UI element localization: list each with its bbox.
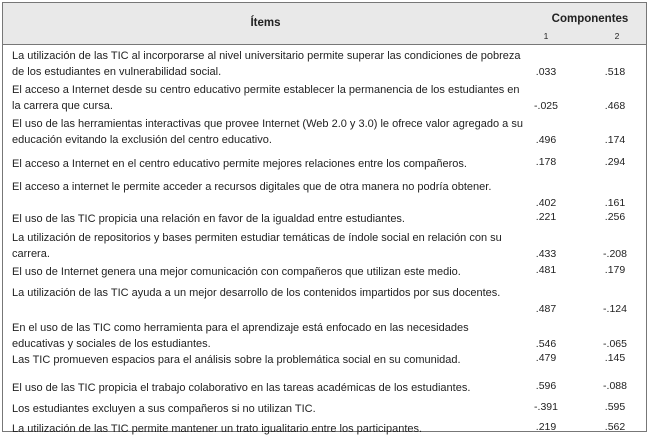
- table-header: [3, 3, 646, 45]
- item-text: El acceso a internet le permite acceder a recursos digitales que de otra manera no podría obtener.: [12, 181, 492, 193]
- component-1-value: .481: [535, 264, 557, 276]
- component-1-value: .433: [535, 248, 557, 260]
- component-1-value: .546: [535, 338, 557, 350]
- item-text: El uso de las TIC propicia el trabajo colaborativo en las tareas académicas de los estudiantes.: [12, 382, 471, 394]
- factor-loadings-table: [2, 2, 647, 435]
- component-1-value: .596: [535, 380, 557, 392]
- item-text: Los estudiantes excluyen a sus compañeros si no utilizan TIC.: [12, 403, 316, 415]
- item-text: La utilización de repositorios y bases permiten estudiar temáticas de índole social en relación con su carrera.: [12, 232, 502, 260]
- item-text: El uso de las TIC propicia una relación en favor de la igualdad entre estudiantes.: [12, 213, 405, 225]
- components-column-header: Componentes: [551, 13, 629, 25]
- component-1-value: -.391: [534, 401, 558, 413]
- item-text: El uso de Internet genera una mejor comunicación con compañeros que utilizan este medio.: [12, 266, 461, 278]
- component-1-value: -.025: [534, 100, 558, 112]
- component-2-value: .145: [604, 352, 626, 364]
- item-text: En el uso de las TIC como herramienta para el aprendizaje está enfocado en las necesidades educativas y sociales de los estudiantes.: [12, 322, 469, 350]
- component-1-value: .402: [535, 197, 557, 209]
- component-2-value: -.124: [603, 303, 627, 315]
- component-1-value: .178: [535, 156, 557, 168]
- component-1-value: .479: [535, 352, 557, 364]
- component-2-value: .256: [604, 211, 626, 223]
- component-2-value: .595: [604, 401, 626, 413]
- item-text: La utilización de las TIC al incorporarse al nivel universitario permite superar las condiciones de pobreza de los estudiantes en vulnerabilidad social.: [12, 50, 521, 78]
- component-1-value: .221: [535, 211, 557, 223]
- component-2-value: .518: [604, 66, 626, 78]
- component-2-value: .468: [604, 100, 626, 112]
- component-2-header: 2: [614, 31, 620, 41]
- component-1-value: .033: [535, 66, 557, 78]
- item-text: La utilización de las TIC permite mantener un trato igualitario entre los participantes.: [12, 423, 423, 435]
- item-text: El acceso a Internet desde su centro educativo permite establecer la permanencia de los estudiantes en la carrera que cursa.: [12, 84, 520, 112]
- component-2-value: -.088: [603, 380, 627, 392]
- item-text: El uso de las herramientas interactivas que provee Internet (Web 2.0 y 3.0) le ofrece valor agregado a su educación evitando la exclusión del centro educativo.: [12, 118, 523, 146]
- component-2-value: -.065: [603, 338, 627, 350]
- item-text: El acceso a Internet en el centro educativo permite mejores relaciones entre los compañeros.: [12, 158, 467, 170]
- component-1-header: 1: [543, 31, 549, 41]
- component-2-value: .174: [604, 134, 626, 146]
- component-2-value: -.208: [603, 248, 627, 260]
- component-2-value: .161: [604, 197, 626, 209]
- item-text: La utilización de las TIC ayuda a un mejor desarrollo de los contenidos impartidos por sus docentes.: [12, 287, 501, 299]
- component-1-value: .219: [535, 421, 557, 433]
- item-text: Las TIC promueven espacios para el análisis sobre la problemática social en su comunidad.: [12, 354, 461, 366]
- component-2-value: .294: [604, 156, 626, 168]
- component-2-value: .562: [604, 421, 626, 433]
- items-column-header: Ítems: [250, 17, 281, 29]
- component-1-value: .496: [535, 134, 557, 146]
- component-2-value: .179: [604, 264, 626, 276]
- component-1-value: .487: [535, 303, 557, 315]
